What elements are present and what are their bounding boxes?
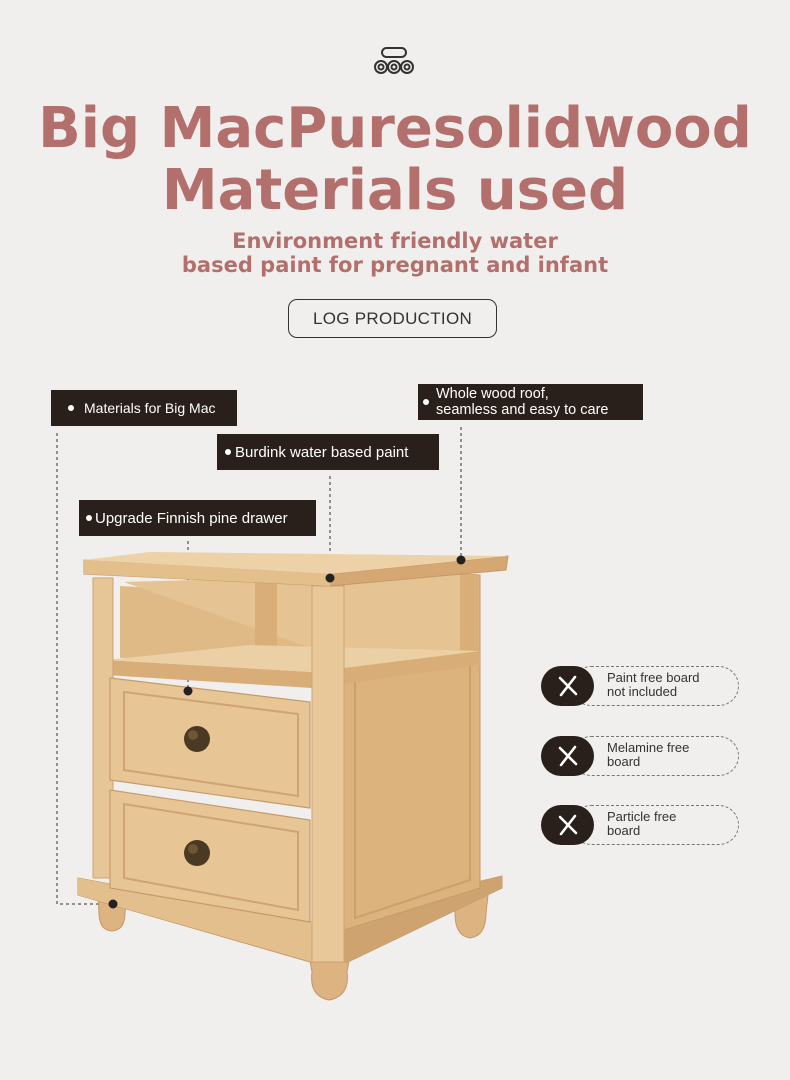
badge-text-line-2: board xyxy=(607,754,641,769)
x-mark-icon xyxy=(541,805,594,845)
page-title-line-1: Big MacPuresolidwood xyxy=(38,96,752,161)
page-title-line-2: Materials used xyxy=(161,158,629,223)
feature-badge-melamine-free xyxy=(541,736,739,776)
nightstand-illustration xyxy=(78,552,508,1000)
badge-text xyxy=(607,810,737,838)
badge-text-line-1: Melamine free xyxy=(607,740,690,755)
badge-text-line-1: Particle free xyxy=(607,809,677,824)
callout-label-paint xyxy=(217,434,439,470)
bullet-dot xyxy=(68,405,74,411)
badge-text-line-1: Paint free board xyxy=(607,670,700,685)
subtitle-line-1: Environment friendly water xyxy=(232,229,558,253)
callout-text-roof-line-1: Whole wood roof, xyxy=(436,386,549,402)
feature-badge-paint-free xyxy=(541,666,739,706)
x-mark-icon xyxy=(541,666,594,706)
callout-text-roof xyxy=(436,386,608,418)
bullet-dot xyxy=(86,515,92,521)
log-production-button[interactable]: LOG PRODUCTION xyxy=(288,299,497,338)
subtitle-line-2: based paint for pregnant and infant xyxy=(181,253,609,277)
x-mark-icon xyxy=(541,736,594,776)
feature-badge-particle-free xyxy=(541,805,739,845)
callout-text-roof-line-2: seamless and easy to care xyxy=(436,402,609,418)
callout-text-materials: Materials for Big Mac xyxy=(84,400,216,416)
callout-label-roof xyxy=(418,384,643,420)
badge-text xyxy=(607,671,737,699)
badge-text-line-2: board xyxy=(607,823,641,838)
bullet-dot xyxy=(423,399,429,405)
log-stack-icon xyxy=(373,46,415,76)
bullet-dot xyxy=(225,449,231,455)
badge-text-line-2: not included xyxy=(607,684,678,699)
callout-text-paint: Burdink water based paint xyxy=(235,443,409,461)
badge-text xyxy=(607,741,737,769)
callout-label-drawer xyxy=(79,500,316,536)
callout-text-drawer: Upgrade Finnish pine drawer xyxy=(95,509,288,527)
callout-label-materials xyxy=(51,390,237,426)
drawer-knobs xyxy=(184,726,210,866)
